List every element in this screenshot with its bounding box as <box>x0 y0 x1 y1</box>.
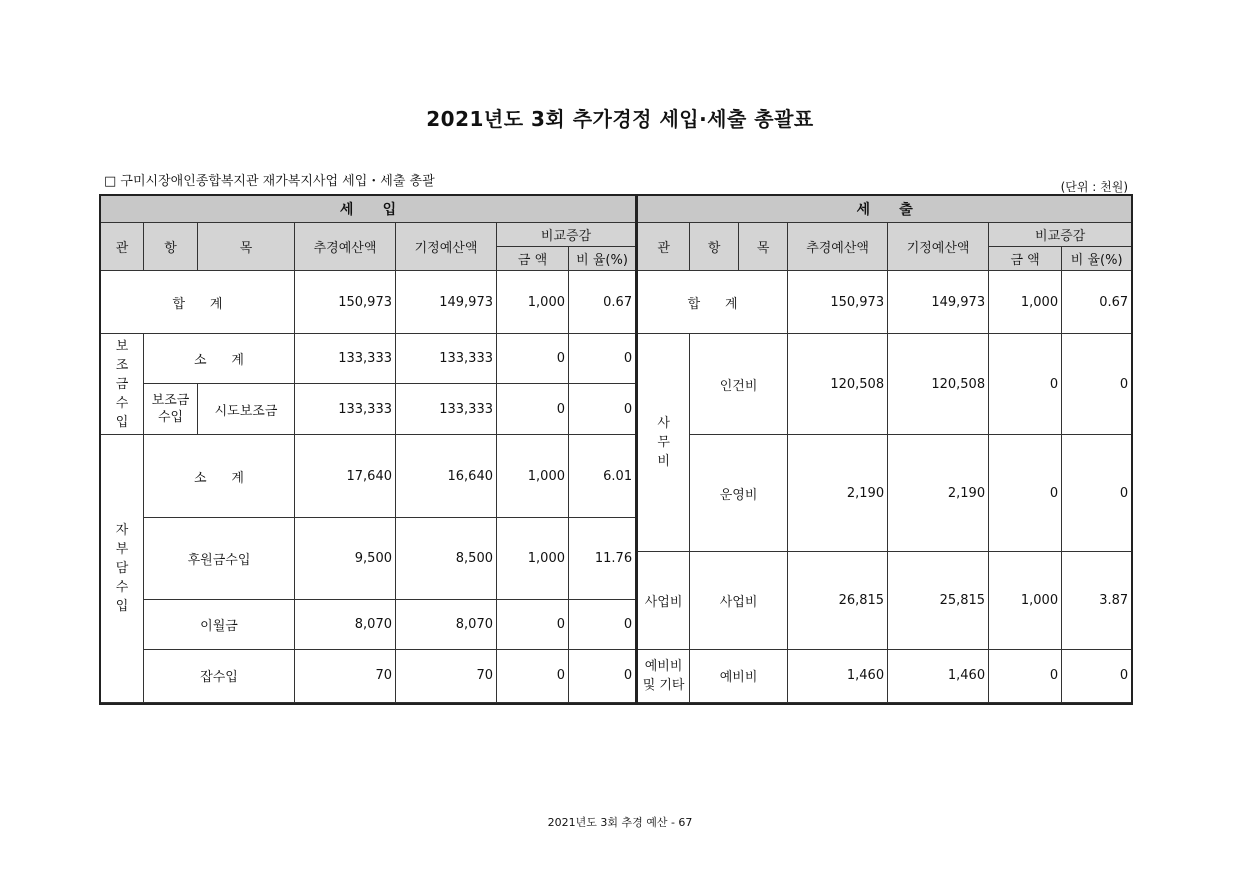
exp-total-rate: 0.67 <box>1062 271 1132 334</box>
exp-col-rate: 비 율(%) <box>1062 247 1132 271</box>
rev-self-gwan <box>101 435 144 703</box>
exp-col-gwan: 관 <box>637 223 690 271</box>
rev-self-subtotal-rate: 6.01 <box>569 435 637 517</box>
exp-office-item-1-new: 2,190 <box>788 435 888 551</box>
page-title: 2021년도 3회 추가경정 세입·세출 총괄표 <box>426 107 814 131</box>
exp-project-label: 사업비 <box>690 551 788 649</box>
rev-col-mok: 목 <box>198 223 295 271</box>
revenue-header: 세 입 <box>101 196 637 223</box>
rev-col-gwan: 관 <box>101 223 144 271</box>
rev-self-subtotal-new: 17,640 <box>295 435 396 517</box>
rev-col-hang: 항 <box>144 223 198 271</box>
rev-self-item-0-old: 8,500 <box>396 517 497 599</box>
expense-header: 세 출 <box>637 196 1132 223</box>
rev-col-cmp: 비교증감 <box>497 223 637 247</box>
rev-self-item-1-old: 8,070 <box>396 599 497 649</box>
rev-subsidy-gwan-text: 보조금수입 <box>115 338 129 430</box>
rev-self-item-0-amt: 1,000 <box>497 517 569 599</box>
exp-reserve-rate: 0 <box>1062 649 1132 702</box>
rev-subsidy-item-rate: 0 <box>569 384 637 435</box>
exp-total-amt: 1,000 <box>989 271 1062 334</box>
exp-office-item-0-rate: 0 <box>1062 334 1132 435</box>
unit-label: (단위 : 천원) <box>1060 180 1128 194</box>
exp-col-amt: 금 액 <box>989 247 1062 271</box>
exp-office-item-1-label: 운영비 <box>690 435 788 551</box>
rev-self-item-0-rate: 11.76 <box>569 517 637 599</box>
exp-project-new: 26,815 <box>788 551 888 649</box>
exp-reserve-old: 1,460 <box>888 649 989 702</box>
rev-total-old: 149,973 <box>396 271 497 334</box>
table-subtitle: □ 구미시장애인종합복지관 재가복지사업 세입・세출 총괄 <box>104 174 435 189</box>
rev-self-item-1-rate: 0 <box>569 599 637 649</box>
budget-summary-table <box>100 195 1132 703</box>
exp-reserve-gwan <box>637 649 690 702</box>
exp-office-item-1-rate: 0 <box>1062 435 1132 551</box>
rev-self-item-2-rate: 0 <box>569 649 637 702</box>
exp-office-gwan <box>637 334 690 551</box>
rev-col-rate: 비 율(%) <box>569 247 637 271</box>
rev-self-item-2-amt: 0 <box>497 649 569 702</box>
exp-reserve-gwan-line2: 및 기타 <box>642 677 685 693</box>
exp-office-gwan-text: 사무비 <box>657 415 670 469</box>
exp-reserve-new: 1,460 <box>788 649 888 702</box>
exp-reserve-label: 예비비 <box>690 649 788 702</box>
rev-total-label: 합 계 <box>101 271 295 334</box>
rev-subsidy-mok: 시도보조금 <box>198 384 295 435</box>
rev-total-rate: 0.67 <box>569 271 637 334</box>
exp-total-new: 150,973 <box>788 271 888 334</box>
rev-subsidy-item-amt: 0 <box>497 384 569 435</box>
exp-office-item-0-label: 인건비 <box>690 334 788 435</box>
rev-total-new: 150,973 <box>295 271 396 334</box>
exp-reserve-amt: 0 <box>989 649 1062 702</box>
rev-self-subtotal-label: 소 계 <box>144 435 295 517</box>
exp-col-mok: 목 <box>739 223 788 271</box>
rev-subsidy-item-old: 133,333 <box>396 384 497 435</box>
rev-self-gwan-text: 자부담수입 <box>115 523 129 615</box>
exp-col-old: 기정예산액 <box>888 223 989 271</box>
rev-subsidy-hang <box>144 384 198 435</box>
rev-subsidy-subtotal-label: 소 계 <box>144 334 295 384</box>
rev-col-old: 기정예산액 <box>396 223 497 271</box>
rev-subsidy-gwan <box>101 334 144 435</box>
rev-self-item-1-label: 이월금 <box>144 599 295 649</box>
exp-project-amt: 1,000 <box>989 551 1062 649</box>
rev-self-item-2-new: 70 <box>295 649 396 702</box>
rev-self-item-0-new: 9,500 <box>295 517 396 599</box>
rev-self-item-1-amt: 0 <box>497 599 569 649</box>
rev-col-new: 추경예산액 <box>295 223 396 271</box>
rev-subsidy-subtotal-new: 133,333 <box>295 334 396 384</box>
exp-office-item-0-old: 120,508 <box>888 334 989 435</box>
rev-subsidy-subtotal-amt: 0 <box>497 334 569 384</box>
exp-office-item-1-amt: 0 <box>989 435 1062 551</box>
rev-col-amt: 금 액 <box>497 247 569 271</box>
exp-project-rate: 3.87 <box>1062 551 1132 649</box>
rev-self-item-1-new: 8,070 <box>295 599 396 649</box>
rev-subsidy-subtotal-rate: 0 <box>569 334 637 384</box>
rev-total-amt: 1,000 <box>497 271 569 334</box>
exp-col-hang: 항 <box>690 223 739 271</box>
exp-project-old: 25,815 <box>888 551 989 649</box>
exp-office-item-0-new: 120,508 <box>788 334 888 435</box>
exp-office-item-1-old: 2,190 <box>888 435 989 551</box>
rev-self-item-2-label: 잡수입 <box>144 649 295 702</box>
exp-col-cmp: 비교증감 <box>989 223 1132 247</box>
rev-self-item-0-label: 후원금수입 <box>144 517 295 599</box>
exp-project-gwan: 사업비 <box>637 551 690 649</box>
exp-office-item-0-amt: 0 <box>989 334 1062 435</box>
exp-col-new: 추경예산액 <box>788 223 888 271</box>
rev-subsidy-item-new: 133,333 <box>295 384 396 435</box>
exp-total-old: 149,973 <box>888 271 989 334</box>
rev-subsidy-hang-text: 보조금수입 <box>151 393 190 426</box>
rev-subsidy-subtotal-old: 133,333 <box>396 334 497 384</box>
rev-self-item-2-old: 70 <box>396 649 497 702</box>
page-footer: 2021년도 3회 추경 예산 - 67 <box>547 816 693 829</box>
exp-total-label: 합 계 <box>637 271 788 334</box>
exp-reserve-gwan-line1: 예비비 <box>644 658 683 674</box>
rev-self-subtotal-amt: 1,000 <box>497 435 569 517</box>
rev-self-subtotal-old: 16,640 <box>396 435 497 517</box>
